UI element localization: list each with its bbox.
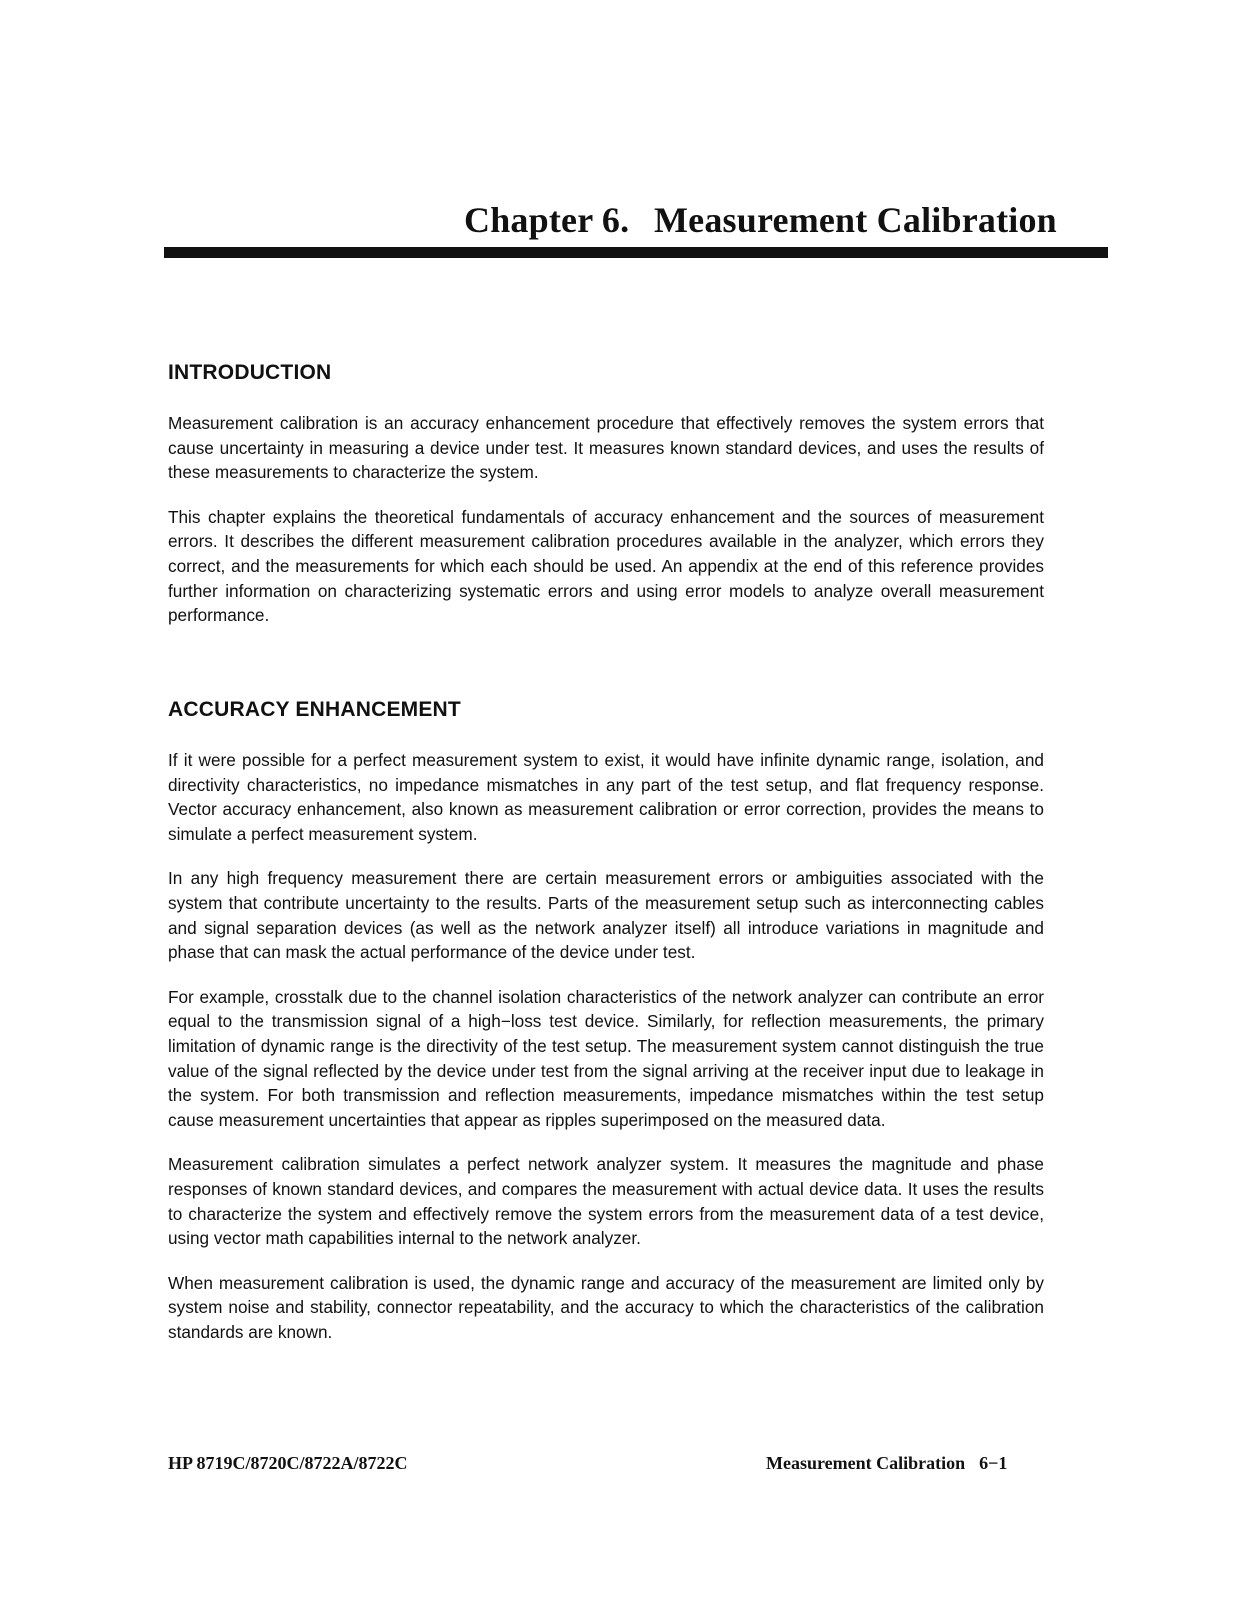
section-heading: INTRODUCTION: [168, 361, 332, 384]
section-heading: ACCURACY ENHANCEMENT: [168, 698, 461, 721]
title-rule: [164, 247, 1108, 258]
footer-section: [766, 1451, 1007, 1475]
paragraph: For example, crosstalk due to the channel isolation characteristics of the network analyzer can contribute an error equal to the transmission signal of a high−loss test device. Similarly, for reflection measurements, the primary limitation of dynamic range is the directivity of the test setup. The measurement system cannot distinguish the true value of the signal reflected by the device under test from the signal arriving at the receiver input due to leakage in the system. For both transmission and reflection measurements, impedance mismatches within the test setup cause measurement uncertainties that appear as ripples superimposed on the measured data.: [168, 986, 1044, 1130]
chapter-name: Measurement Calibration: [654, 200, 1057, 240]
page-number: 6−1: [979, 1453, 1008, 1473]
paragraph: When measurement calibration is used, the dynamic range and accuracy of the measurement are limited only by system noise and stability, connector repeatability, and the accuracy to which the characteristics of the calibration standards are known.: [168, 1272, 1044, 1342]
paragraph: Measurement calibration simulates a perfect network analyzer system. It measures the magnitude and phase responses of known standard devices, and compares the measurement with actual device data. It uses the results to characterize the system and effectively remove the system errors from the measurement data of a test device, using vector math capabilities internal to the network analyzer.: [168, 1154, 1044, 1249]
paragraph: If it were possible for a perfect measurement system to exist, it would have infinite dynamic range, isolation, and directivity characteristics, no impedance mismatches in any part of the test setup, and flat frequency response. Vector accuracy enhancement, also known as measurement calibration or error correction, provides the means to simulate a perfect measurement system.: [168, 750, 1044, 844]
footer-models: HP 8719C/8720C/8722A/8722C: [168, 1453, 408, 1473]
chapter-number: Chapter 6.: [464, 200, 630, 240]
paragraph: This chapter explains the theoretical fundamentals of accuracy enhancement and the sources of measurement errors. It describes the different measurement calibration procedures available in the analyzer, which errors they correct, and the measurements for which each should be used. An appendix at the end of this reference provides further information on characterizing systematic errors and using error models to analyze overall measurement performance.: [168, 506, 1044, 626]
paragraph: In any high frequency measurement there are certain measurement errors or ambiguities associated with the system that contribute uncertainty to the results. Parts of the measurement setup such as interconnecting cables and signal separation devices (as well as the network analyzer itself) all introduce variations in magnitude and phase that can mask the actual performance of the device under test.: [168, 868, 1044, 963]
footer-section-name: Measurement Calibration: [766, 1453, 966, 1473]
section-accuracy-enhancement: [168, 696, 1044, 1364]
chapter-title: [0, 196, 1242, 244]
paragraph: Measurement calibration is an accuracy enhancement procedure that effectively removes the system errors that cause uncertainty in measuring a device under test. It measures known standard devices, and uses the results of these measurements to characterize the system.: [168, 413, 1044, 483]
section-introduction: [168, 359, 1044, 648]
